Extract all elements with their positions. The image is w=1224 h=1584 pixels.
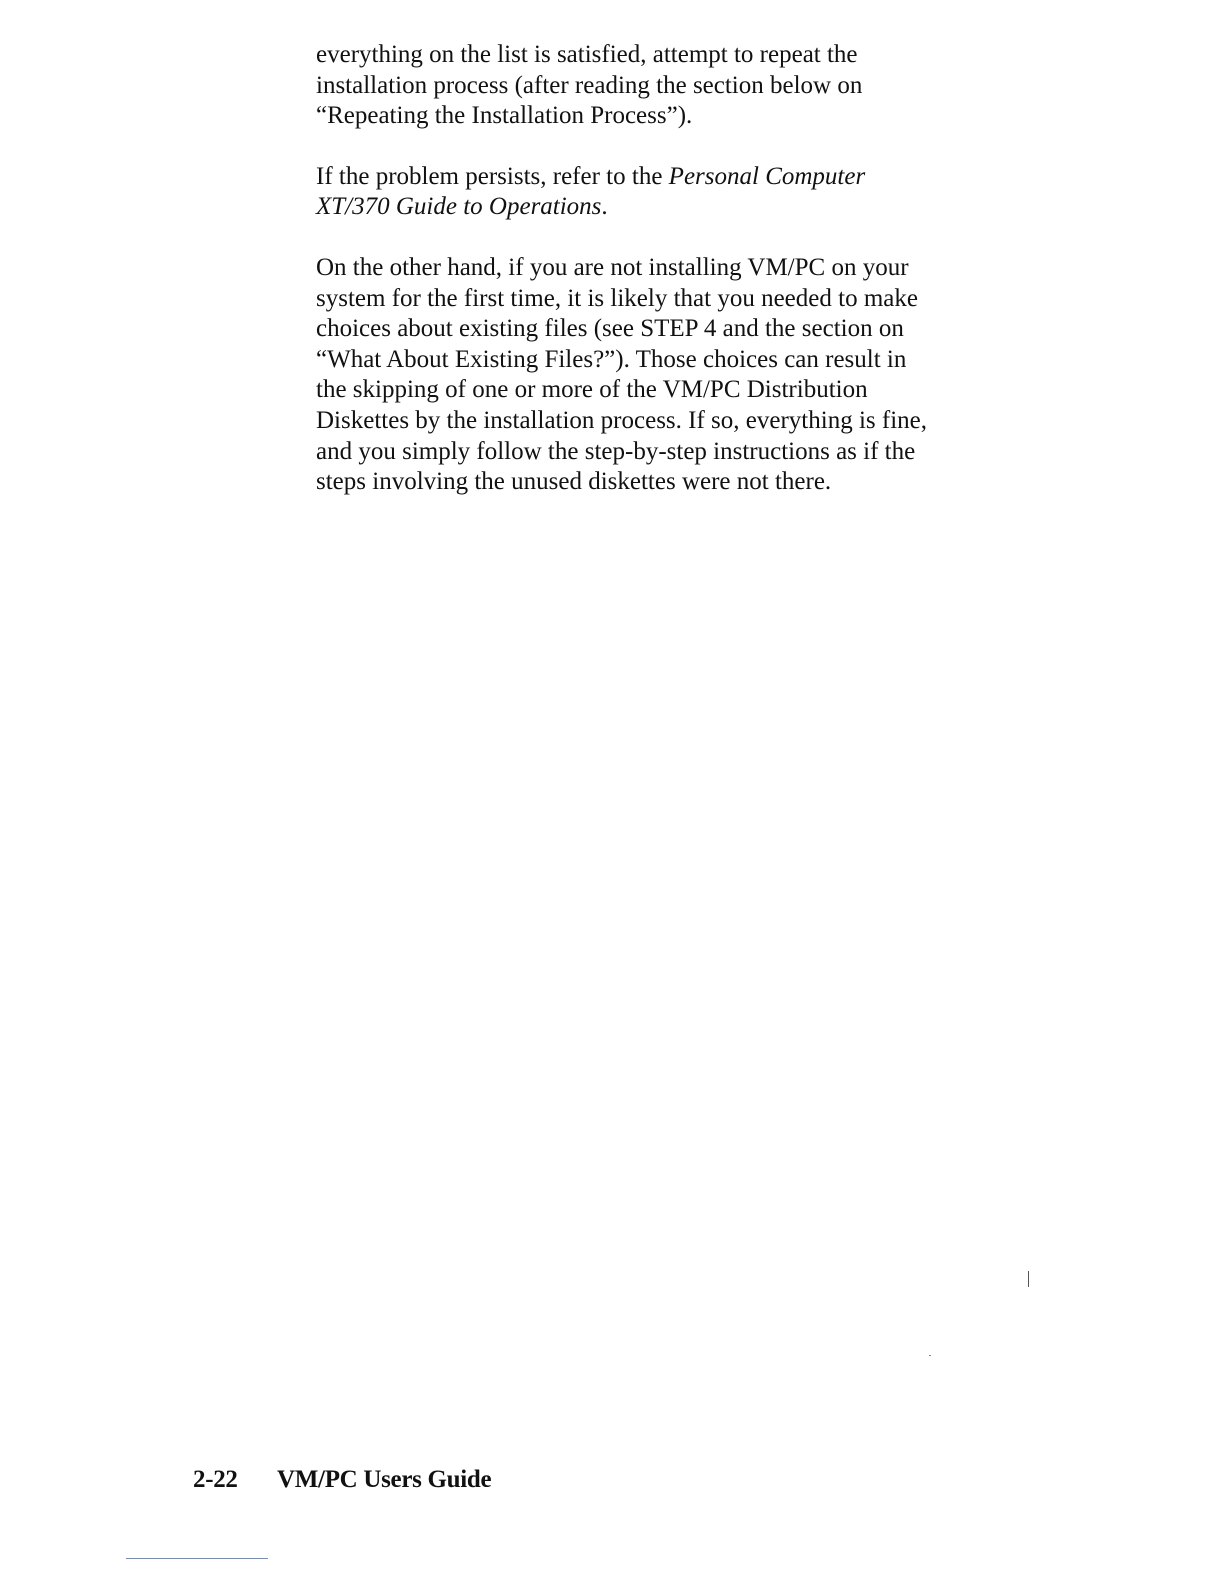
text-line: On the other hand, if you are not installing VM/PC on your bbox=[316, 253, 909, 281]
text-run: . bbox=[601, 193, 608, 221]
book-title-part-2: XT/370 Guide to Operations bbox=[316, 193, 602, 221]
body-text bbox=[316, 40, 1016, 528]
text-line: steps involving the unused diskettes were not there. bbox=[316, 468, 832, 496]
text-line: installation process (after reading the section below on bbox=[316, 71, 863, 99]
text-line: everything on the list is satisfied, attempt to repeat the bbox=[316, 41, 858, 68]
paragraph-existing-files bbox=[316, 253, 1016, 498]
paragraph-repeat-installation bbox=[316, 40, 1016, 132]
text-line: and you simply follow the step-by-step instructions as if the bbox=[316, 437, 916, 465]
text-line: “What About Existing Files?”). Those choices can result in bbox=[316, 345, 907, 373]
text-line bbox=[316, 192, 1016, 223]
text-line: “Repeating the Installation Process”). bbox=[316, 102, 693, 130]
scan-speck bbox=[929, 1355, 931, 1356]
revision-change-bar bbox=[1028, 1271, 1029, 1287]
page-number: 2-22 bbox=[193, 1466, 238, 1493]
book-title-part-1: Personal Computer bbox=[668, 162, 866, 190]
text-line: Diskettes by the installation process. If so, everything is fine, bbox=[316, 406, 927, 434]
text-line: system for the first time, it is likely that you needed to make bbox=[316, 284, 918, 312]
text-run: If the problem persists, refer to the bbox=[316, 162, 669, 190]
bottom-rule bbox=[126, 1558, 268, 1559]
paragraph-problem-persists bbox=[316, 162, 1016, 223]
text-line bbox=[316, 162, 1016, 193]
page-footer bbox=[193, 1466, 491, 1494]
text-line: choices about existing files (see STEP 4 and the section on bbox=[316, 315, 904, 343]
text-line: the skipping of one or more of the VM/PC Distribution bbox=[316, 376, 868, 404]
footer-title: VM/PC Users Guide bbox=[277, 1466, 492, 1493]
